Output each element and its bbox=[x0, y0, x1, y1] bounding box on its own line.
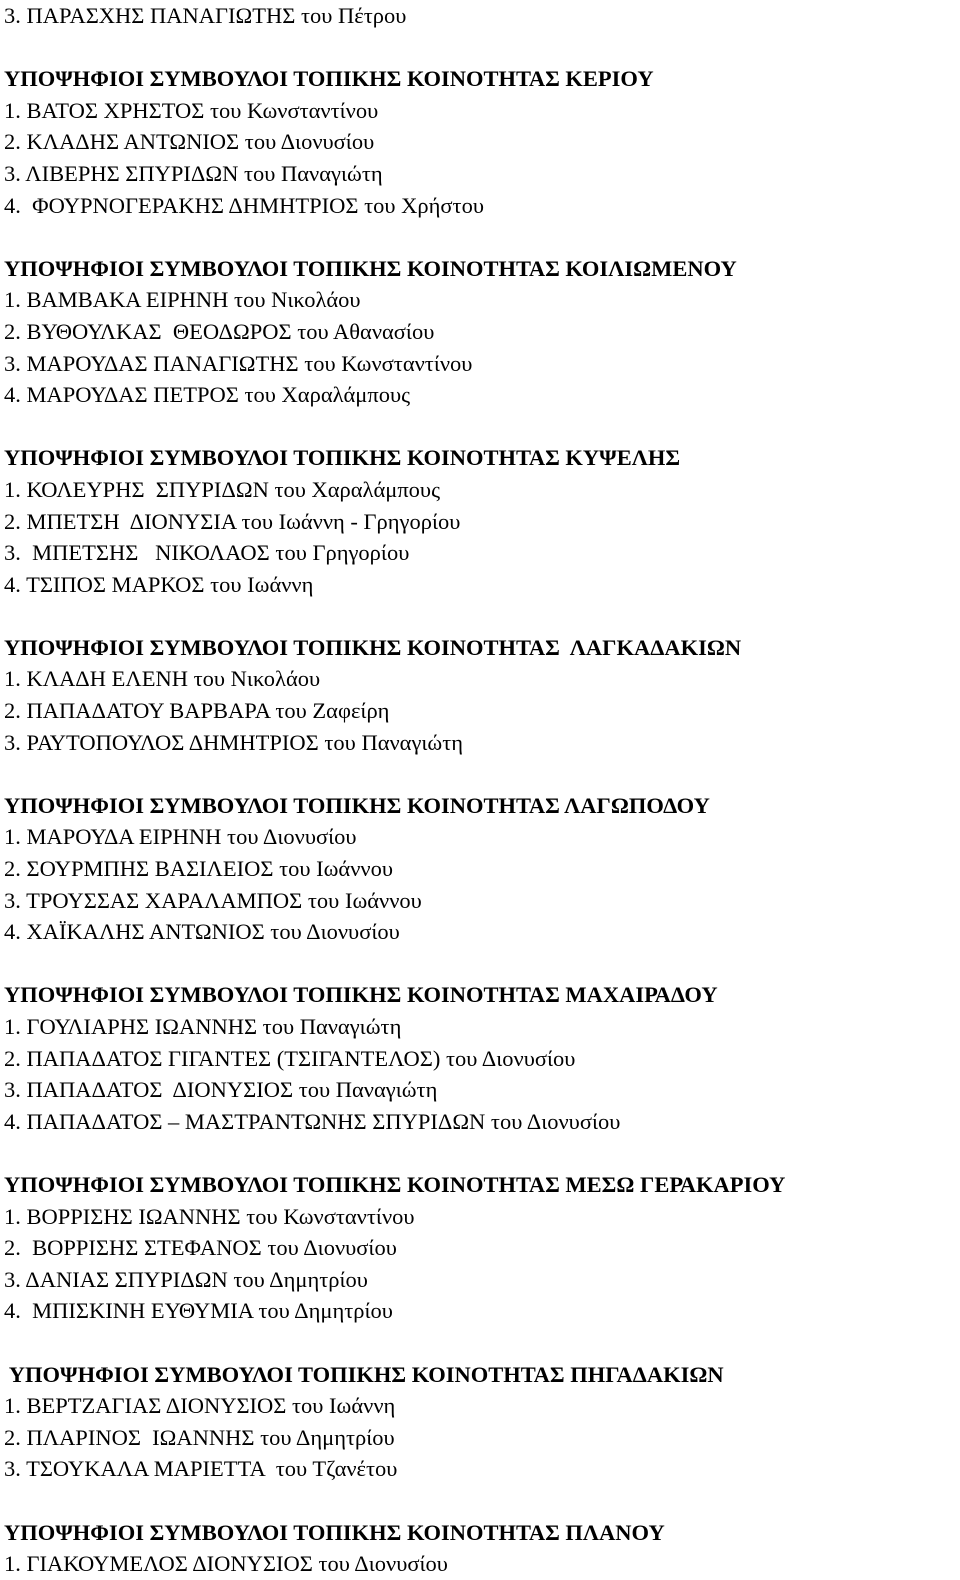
candidate-line: 3. ΔΑΝΙΑΣ ΣΠΥΡΙΔΩΝ του Δημητρίου bbox=[4, 1266, 368, 1292]
council-section bbox=[4, 1169, 960, 1327]
council-section bbox=[4, 1517, 960, 1580]
document-body bbox=[4, 0, 960, 1580]
section-heading: ΥΠΟΨΗΦΙΟΙ ΣΥΜΒΟΥΛΟΙ ΤΟΠΙΚΗΣ ΚΟΙΝΟΤΗΤΑΣ ΚΟΙΛΙΩΜΕΝΟΥ bbox=[4, 255, 737, 281]
candidate-line: 4. ΤΣΙΠΟΣ ΜΑΡΚΟΣ του Ιωάννη bbox=[4, 571, 314, 597]
candidate-line: 2. ΒΥΘΟΥΛΚΑΣ ΘΕΟΔΩΡΟΣ του Αθανασίου bbox=[4, 318, 435, 344]
candidate-line: 3. ΡΑΥΤΟΠΟΥΛΟΣ ΔΗΜΗΤΡΙΟΣ του Παναγιώτη bbox=[4, 729, 464, 755]
candidate-line: 1. ΒΑΤΟΣ ΧΡΗΣΤΟΣ του Κωνσταντίνου bbox=[4, 97, 379, 123]
council-section bbox=[4, 632, 960, 758]
candidate-line: 4. ΦΟΥΡΝΟΓΕΡΑΚΗΣ ΔΗΜΗΤΡΙΟΣ του Χρήστου bbox=[4, 192, 484, 218]
candidate-line: 1. ΒΕΡΤΖΑΓΙΑΣ ΔΙΟΝΥΣΙΟΣ του Ιωάννη bbox=[4, 1393, 396, 1419]
candidate-line: 1. ΚΛΑΔΗ ΕΛΕΝΗ του Νικολάου bbox=[4, 666, 321, 692]
candidate-line: 4. ΠΑΠΑΔΑΤΟΣ – ΜΑΣΤΡΑΝΤΩΝΗΣ ΣΠΥΡΙΔΩΝ του Διονυσίου bbox=[4, 1108, 621, 1134]
candidate-line: 2. ΒΟΡΡΙΣΗΣ ΣΤΕΦΑΝΟΣ του Διονυσίου bbox=[4, 1235, 397, 1261]
section-heading: ΥΠΟΨΗΦΙΟΙ ΣΥΜΒΟΥΛΟΙ ΤΟΠΙΚΗΣ ΚΟΙΝΟΤΗΤΑΣ ΚΥΨΕΛΗΣ bbox=[4, 445, 681, 471]
candidate-line: 3. ΤΣΟΥΚΑΛΑ ΜΑΡΙΕΤΤΑ του Τζανέτου bbox=[4, 1456, 398, 1482]
candidate-line: 2. ΠΛΑΡΙΝΟΣ ΙΩΑΝΝΗΣ του Δημητρίου bbox=[4, 1424, 395, 1450]
candidate-line: 1. ΓΟΥΛΙΑΡΗΣ ΙΩΑΝΝΗΣ του Παναγιώτη bbox=[4, 1014, 402, 1039]
candidate-line: 1. ΚΟΛΕΥΡΗΣ ΣΠΥΡΙΔΩΝ του Χαραλάμπους bbox=[4, 476, 440, 502]
candidate-line: 1. ΜΑΡΟΥΔΑ ΕΙΡΗΝΗ του Διονυσίου bbox=[4, 824, 357, 850]
council-section bbox=[4, 63, 960, 221]
candidate-line: 3. ΜΑΡΟΥΔΑΣ ΠΑΝΑΓΙΩΤΗΣ του Κωνσταντίνου bbox=[4, 350, 473, 376]
council-section bbox=[4, 1359, 960, 1485]
section-heading: ΥΠΟΨΗΦΙΟΙ ΣΥΜΒΟΥΛΟΙ ΤΟΠΙΚΗΣ ΚΟΙΝΟΤΗΤΑΣ ΚΕΡΙΟΥ bbox=[4, 66, 654, 92]
section-heading: ΥΠΟΨΗΦΙΟΙ ΣΥΜΒΟΥΛΟΙ ΤΟΠΙΚΗΣ ΚΟΙΝΟΤΗΤΑΣ ΜΑΧΑΙΡΑΔΟΥ bbox=[4, 982, 718, 1008]
section-heading: ΥΠΟΨΗΦΙΟΙ ΣΥΜΒΟΥΛΟΙ ΤΟΠΙΚΗΣ ΚΟΙΝΟΤΗΤΑΣ ΛΑΓΩΠΟΔΟΥ bbox=[4, 792, 710, 818]
council-section bbox=[4, 442, 960, 600]
candidate-line: 4. ΜΠΙΣΚΙΝΗ ΕΥΘΥΜΙΑ του Δημητρίου bbox=[4, 1298, 393, 1324]
sections-container bbox=[4, 63, 960, 1580]
candidate-line: 3. ΛΙΒΕΡΗΣ ΣΠΥΡΙΔΩΝ του Παναγιώτη bbox=[4, 160, 383, 186]
candidate-line: 2. ΜΠΕΤΣΗ ΔΙΟΝΥΣΙΑ του Ιωάννη - Γρηγορίου bbox=[4, 508, 461, 534]
candidate-line: 1. ΒΑΜΒΑΚΑ ΕΙΡΗΝΗ του Νικολάου bbox=[4, 287, 361, 313]
section-heading: ΥΠΟΨΗΦΙΟΙ ΣΥΜΒΟΥΛΟΙ ΤΟΠΙΚΗΣ ΚΟΙΝΟΤΗΤΑΣ ΠΛΑΝΟΥ bbox=[4, 1519, 665, 1545]
section-heading: ΥΠΟΨΗΦΙΟΙ ΣΥΜΒΟΥΛΟΙ ΤΟΠΙΚΗΣ ΚΟΙΝΟΤΗΤΑΣ ΠΗΓΑΔΑΚΙΩΝ bbox=[4, 1361, 724, 1387]
candidate-line: 1. ΓΙΑΚΟΥΜΕΛΟΣ ΔΙΟΝΥΣΙΟΣ του Διονυσίου bbox=[4, 1551, 448, 1577]
candidate-line: 4. ΜΑΡΟΥΔΑΣ ΠΕΤΡΟΣ του Χαραλάμπους bbox=[4, 382, 411, 408]
candidate-line: 3. ΜΠΕΤΣΗΣ ΝΙΚΟΛΑΟΣ του Γρηγορίου bbox=[4, 540, 410, 566]
candidate-line: 4. ΧΑΪΚΑΛΗΣ ΑΝΤΩΝΙΟΣ του Διονυσίου bbox=[4, 919, 400, 945]
candidate-line: 2. ΚΛΑΔΗΣ ΑΝΤΩΝΙΟΣ του Διονυσίου bbox=[4, 129, 375, 155]
candidate-line: 3. ΠΑΠΑΔΑΤΟΣ ΔΙΟΝΥΣΙΟΣ του Παναγιώτη bbox=[4, 1077, 438, 1103]
candidate-line: 1. ΒΟΡΡΙΣΗΣ ΙΩΑΝΝΗΣ του Κωνσταντίνου bbox=[4, 1203, 415, 1229]
candidate-line: 3. ΤΡΟΥΣΣΑΣ ΧΑΡΑΛΑΜΠΟΣ του Ιωάννου bbox=[4, 887, 422, 913]
council-section bbox=[4, 790, 960, 948]
candidate-line: 2. ΠΑΠΑΔΑΤΟΥ ΒΑΡΒΑΡΑ του Ζαφείρη bbox=[4, 698, 390, 724]
candidate-line: 3. ΠΑΡΑΣΧΗΣ ΠΑΝΑΓΙΩΤΗΣ του Πέτρου bbox=[4, 3, 407, 28]
candidate-line: 2. ΣΟΥΡΜΠΗΣ ΒΑΣΙΛΕΙΟΣ του Ιωάννου bbox=[4, 856, 393, 882]
section-heading: ΥΠΟΨΗΦΙΟΙ ΣΥΜΒΟΥΛΟΙ ΤΟΠΙΚΗΣ ΚΟΙΝΟΤΗΤΑΣ ΜΕΣΩ ΓΕΡΑΚΑΡΙΟΥ bbox=[4, 1171, 786, 1197]
section-heading: ΥΠΟΨΗΦΙΟΙ ΣΥΜΒΟΥΛΟΙ ΤΟΠΙΚΗΣ ΚΟΙΝΟΤΗΤΑΣ ΛΑΓΚΑΔΑΚΙΩΝ bbox=[4, 634, 742, 660]
council-section bbox=[4, 253, 960, 411]
council-section bbox=[4, 979, 960, 1137]
candidate-line: 2. ΠΑΠΑΔΑΤΟΣ ΓΙΓΑΝΤΕΣ (ΤΣΙΓΑΝΤΕΛΟΣ) του Διονυσίου bbox=[4, 1045, 576, 1071]
